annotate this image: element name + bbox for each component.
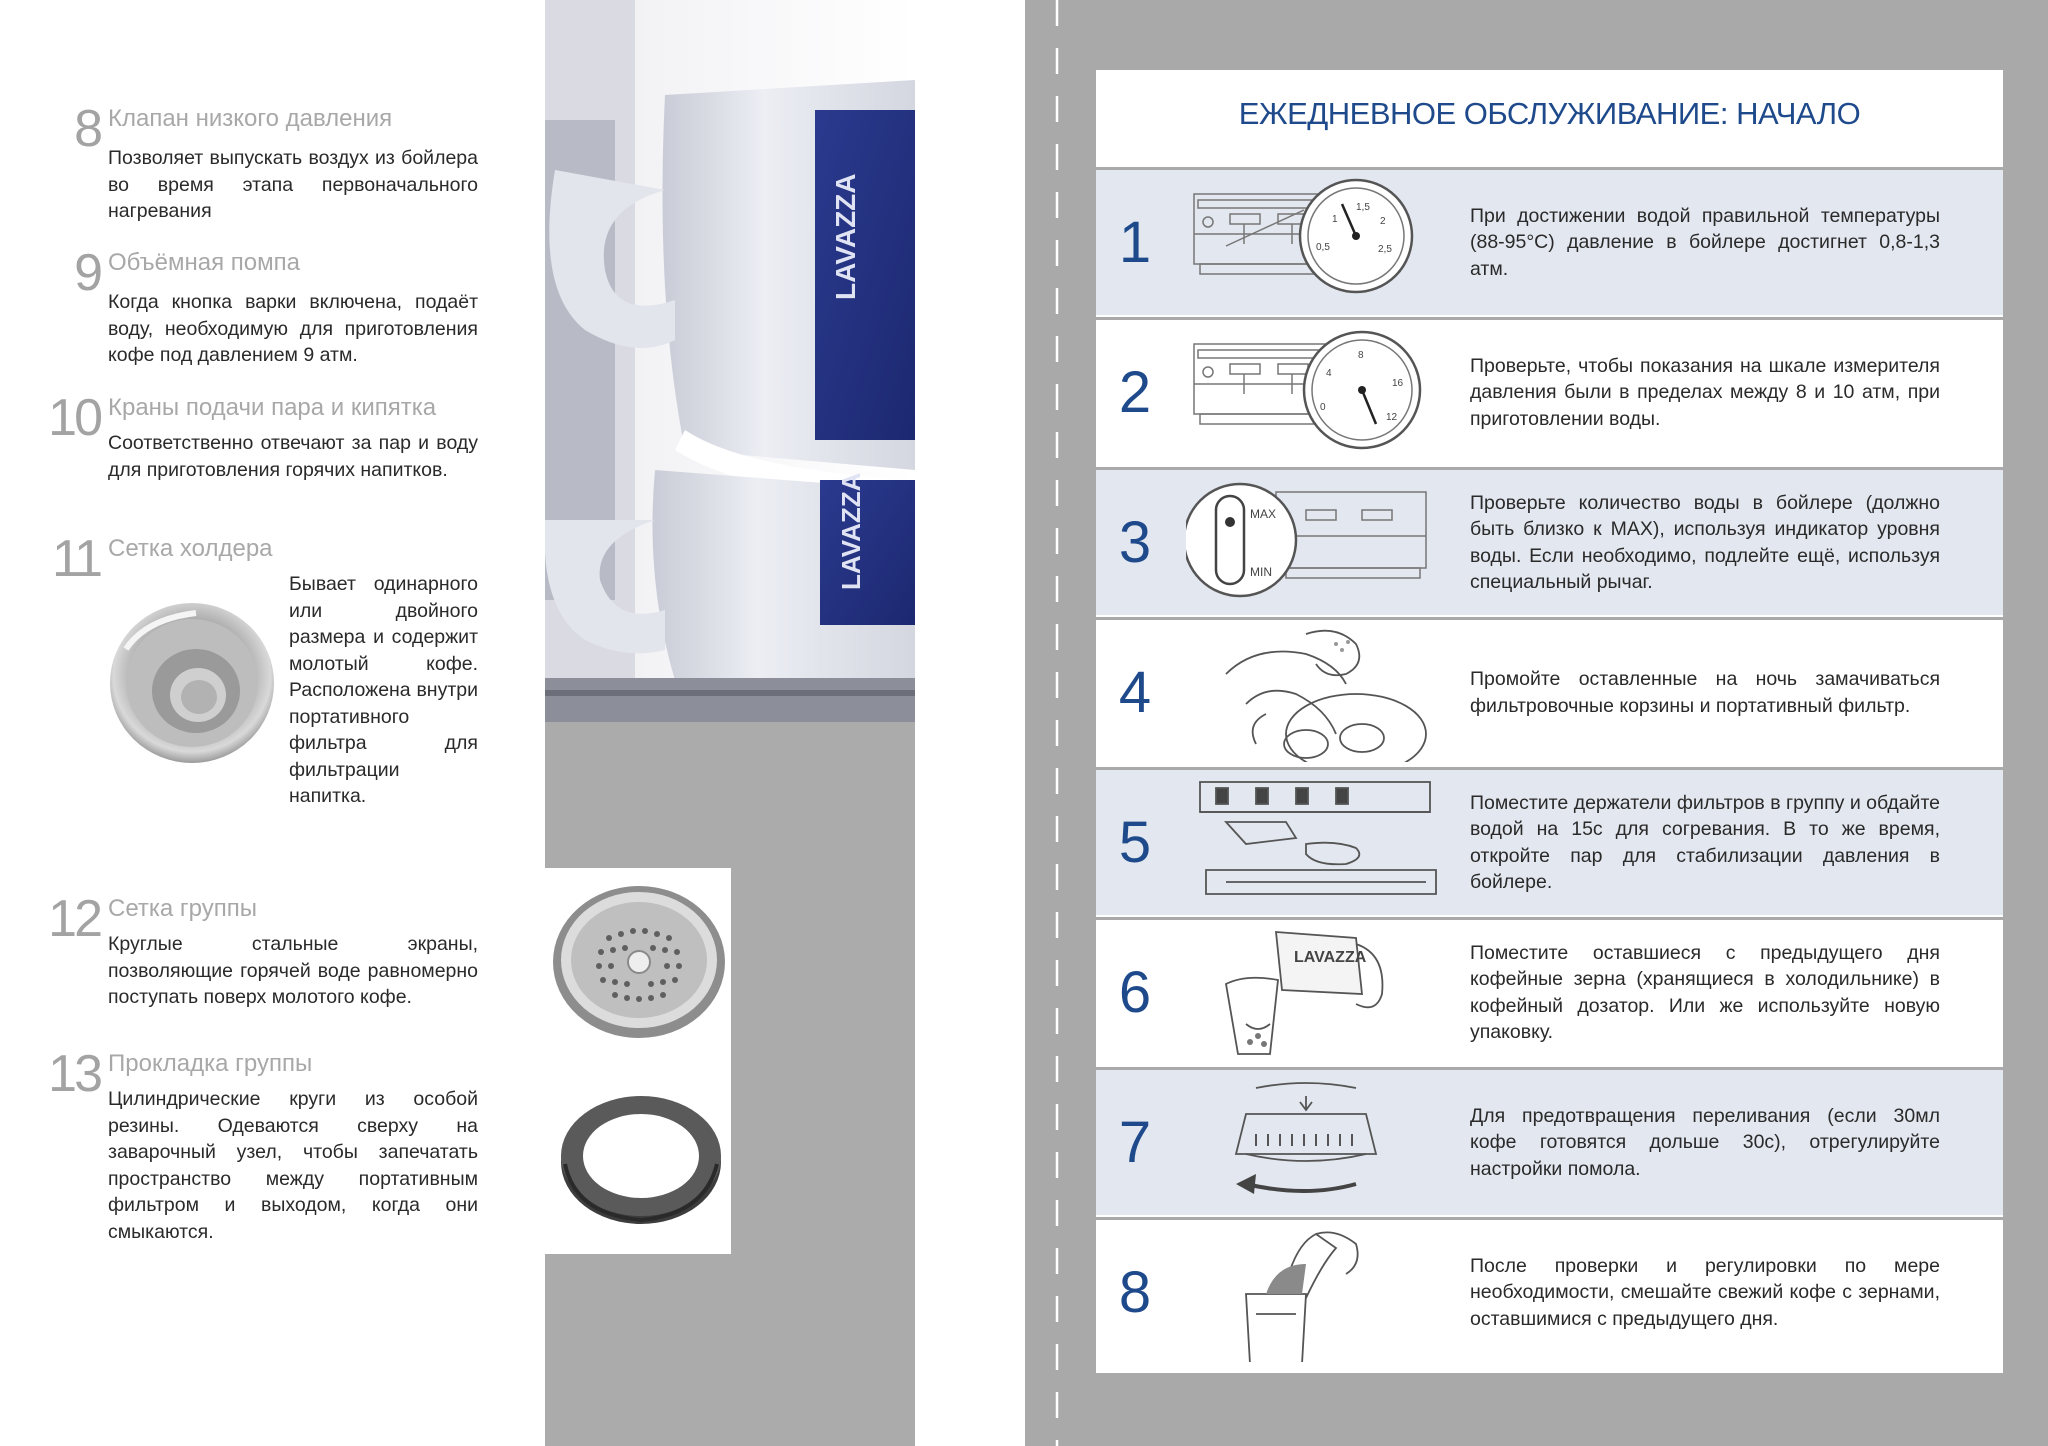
right-page [1025,0,2048,1446]
stacked-cups-photo [545,0,915,722]
section-title: Клапан низкого давления [108,105,393,132]
left-page [0,0,545,1446]
step-number: 5 [1118,810,1152,875]
grind-adjustment-illustration [1186,1074,1446,1212]
filter-basket-photo [106,579,278,779]
gauge-label: 0 [1320,402,1326,413]
step-4 [1096,617,2003,765]
section-title: Сетка группы [108,895,257,922]
mix-coffee-illustration [1186,1224,1446,1362]
section-body: Цилиндрические круги из особой резины. Одеваются сверху на заварочный узел, чтобы запечатать пространство между портативным фильтром и выходом, когда они смыкаются. [108,1088,478,1243]
section-number: 10 [48,389,100,447]
step-text: Проверьте, чтобы показания на шкале измерителя давления были в пределах между 8 и 10 атм, при приготовлении воды. [1470,354,1940,430]
step-text: Поместите оставшиеся с предыдущего дня кофейные зерна (хранящиеся в холодильнике) в кофейный дозатор. Или же используйте новую упаковку. [1470,941,1940,1043]
section-body: Бывает одинарного или двойного размера и содержит молотый кофе. Расположена внутри портативного фильтра для фильтрации напитка. [289,573,478,807]
photo-column [545,0,915,1446]
gauge-label: 2 [1380,216,1386,227]
section-body: Соответственно отвечают за пар и воду для приготовления горячих напитков. [108,432,478,481]
section-number: 8 [74,100,100,158]
gauge-label: 1,5 [1356,202,1370,213]
gauge-label: 2,5 [1378,244,1392,255]
step-6 [1096,917,2003,1065]
section-body: Позволяет выпускать воздух из бойлера во время этапа первоначального нагревания [108,147,478,222]
step-text: При достижении водой правильной температуры (88-95°C) давление в бойлере достигнет 0,8-1,3 атм. [1470,204,1940,280]
section-number: 9 [74,244,100,302]
gauge-label: 1 [1332,214,1338,225]
step-2 [1096,317,2003,465]
step-number: 8 [1118,1260,1152,1325]
section-title: Сетка холдера [108,535,273,562]
section-body: Круглые стальные экраны, позволяющие горячей воде равномерно поступать поверх молотого кофе. [108,933,478,1008]
section-title: Прокладка группы [108,1050,313,1077]
pump-pressure-gauge-illustration [1186,324,1446,462]
step-1 [1096,167,2003,315]
group-gasket-photo [545,1064,731,1254]
step-text: Для предотвращения переливания (если 30мл кофе готовятся дольше 30с), отрегулируйте настройки помола. [1470,1104,1940,1180]
refill-grinder-illustration [1186,924,1446,1062]
gauge-label: 8 [1358,350,1364,361]
step-number: 4 [1118,660,1152,725]
boiler-pressure-gauge-illustration [1186,174,1446,312]
section-number: 11 [52,530,100,588]
step-8 [1096,1217,2003,1365]
step-text: Поместите держатели фильтров в группу и обдайте водой на 15с для согревания. В то же время, откройте пар для стабилизации давления в бойлере. [1470,791,1940,893]
svg-text:LAVAZZA: LAVAZZA [836,472,866,590]
step-number: 7 [1118,1110,1152,1175]
rinse-baskets-illustration [1186,624,1446,762]
level-min-label: MIN [1250,565,1272,579]
water-level-indicator-illustration [1186,474,1446,612]
step-number: 1 [1118,210,1152,275]
step-text: Промойте оставленные на ночь замачиваться фильтровочные корзины и портативный фильтр. [1470,668,1940,717]
step-5 [1096,767,2003,915]
step-number: 6 [1118,960,1152,1025]
gauge-label: 0,5 [1316,242,1330,253]
gauge-label: 16 [1392,378,1404,389]
step-number: 2 [1118,360,1152,425]
section-body: Когда кнопка варки включена, подаёт воду, необходимую для приготовления кофе под давлением 9 атм. [108,291,478,366]
fold-dash-line [1055,0,1059,1446]
level-max-label: MAX [1250,507,1277,521]
section-number: 12 [48,890,100,948]
gauge-label: 12 [1386,412,1398,423]
gauge-label: 4 [1326,368,1332,379]
step-3 [1096,467,2003,615]
daily-maintenance-panel [1096,70,2003,1373]
step-7 [1096,1067,2003,1215]
section-title: Краны подачи пара и кипятка [108,394,437,421]
bag-brand-text: LAVAZZA [1294,949,1367,966]
step-number: 3 [1118,510,1152,575]
panel-title: ЕЖЕДНЕВНОЕ ОБСЛУЖИВАНИЕ: НАЧАЛО [1238,96,1861,131]
cup-brand-text: LAVAZZA [830,173,861,300]
section-number: 13 [48,1045,100,1103]
step-text: Проверьте количество воды в бойлере (должно быть близко к MAX), используя индикатор уровня воды. Если необходимо, подлейте ещё, используя специальный рычаг. [1470,491,1940,593]
section-title: Объёмная помпа [108,249,300,276]
group-screen-photo [545,868,731,1064]
warm-group-illustration [1186,774,1446,912]
step-text: После проверки и регулировки по мере необходимости, смешайте свежий кофе с зернами, оставшимися с предыдущего дня. [1470,1254,1940,1330]
